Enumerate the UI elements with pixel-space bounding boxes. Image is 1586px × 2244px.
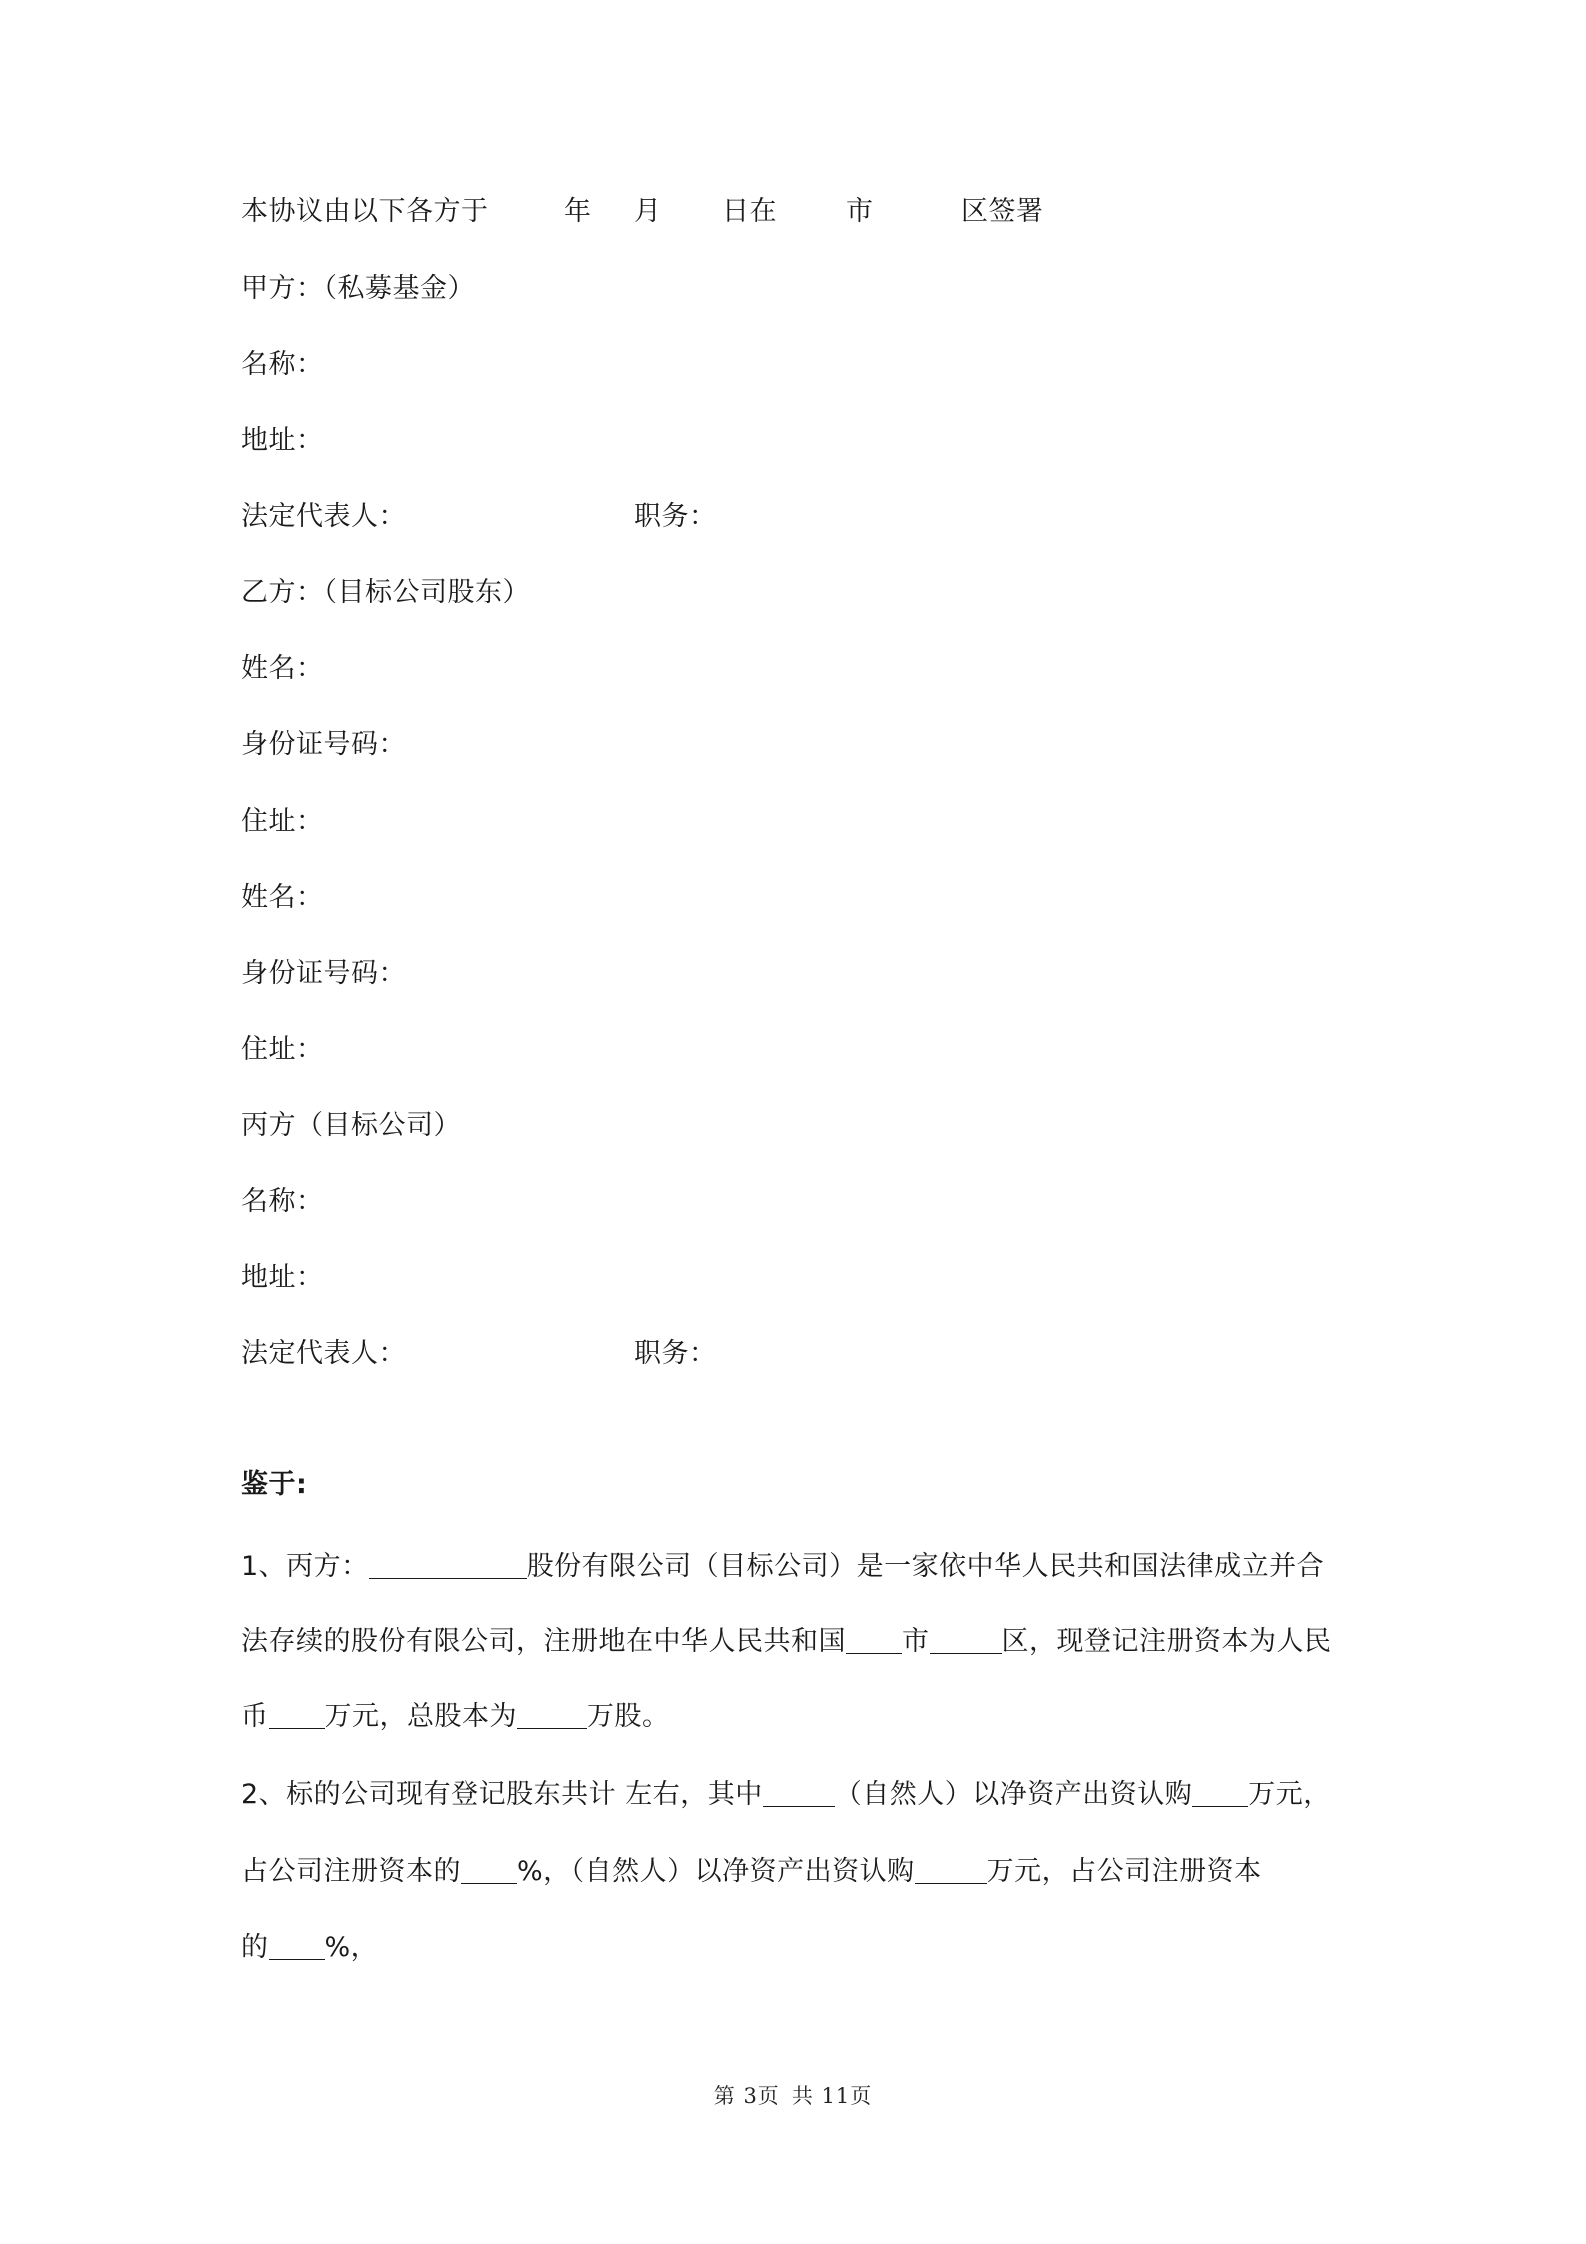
party-c-rep-label: 法定代表人： [241,1338,406,1369]
p1-part-b: 股份有限公司（目标公司）是一家依中华人民共和国法律成立并合 [526,1551,1325,1582]
party-a-rep-label: 法定代表人： [241,501,406,532]
p1-blank-shares [517,1700,587,1729]
party-c-title: 丙方（目标公司） [241,1110,461,1141]
p2-blank-percent2 [269,1931,325,1960]
p1-part-g: 万元，总股本为 [324,1701,517,1732]
party-c-position-label: 职务： [634,1338,717,1369]
party-b-person1-name-label: 姓名： [241,653,324,684]
party-a-name-label: 名称： [241,349,324,380]
party-b-person2-address-label: 住址： [241,1034,324,1065]
intro-day: 日在 [722,196,777,227]
p1-blank-city [846,1625,902,1654]
p2-blank-amount1 [1192,1778,1248,1807]
p2-part-c: 万元， [1248,1779,1331,1810]
p1-blank-district [930,1625,1002,1654]
p2-blank-percent1 [461,1855,517,1884]
party-a-address-label: 地址： [241,425,324,456]
party-b-person2-name-label: 姓名： [241,882,324,913]
intro-lead: 本协议由以下各方于 [241,196,489,227]
intro-year: 年 [564,196,592,227]
party-c-address-label: 地址： [241,1262,324,1293]
page-footer [0,2080,1586,2110]
p1-part-a: 1、丙方： [241,1551,369,1582]
p1-part-c: 法存续的股份有限公司，注册地在中华人民共和国 [241,1626,846,1657]
p2-blank-person1 [763,1778,835,1807]
party-a-position-label: 职务： [634,501,717,532]
party-a-title: 甲方：（私募基金） [241,273,475,304]
intro-city: 市 [846,196,874,227]
p1-part-h: 万股。 [587,1701,670,1732]
footer-total-pages: 共 11页 [791,2084,873,2108]
p1-part-f: 币 [241,1701,269,1732]
whereas-p1-line3 [241,1699,670,1735]
footer-page-number: 第 3页 [713,2084,780,2108]
p1-part-d: 市 [902,1626,930,1657]
p2-part-b: （自然人）以净资产出资认购 [834,1779,1193,1810]
party-b-title: 乙方：（目标公司股东） [241,577,530,608]
p2-part-h: %， [324,1932,379,1963]
whereas-heading: 鉴于: [241,1469,308,1500]
party-c-name-label: 名称： [241,1186,324,1217]
p2-blank-amount2 [915,1855,987,1884]
intro-district: 区签署 [961,196,1044,227]
party-b-person2-id-label: 身份证号码： [241,958,406,989]
whereas-p2-line3 [241,1930,378,1966]
p2-part-a: 2、标的公司现有登记股东共计 左右，其中 [241,1779,763,1810]
p1-blank-company [369,1550,527,1579]
p2-part-f: 万元，占公司注册资本 [986,1856,1262,1887]
whereas-p2-line2 [241,1854,1262,1890]
whereas-p1-line2 [241,1624,1332,1660]
p1-part-e: 区，现登记注册资本为人民 [1001,1626,1332,1657]
intro-month: 月 [634,196,662,227]
p2-part-e: %，（自然人）以净资产出资认购 [517,1856,915,1887]
p2-part-d: 占公司注册资本的 [241,1856,461,1887]
whereas-p1-line1 [241,1549,1324,1585]
p1-blank-capital [269,1700,325,1729]
party-b-person1-id-label: 身份证号码： [241,729,406,760]
whereas-p2-line1 [241,1777,1331,1813]
p2-part-g: 的 [241,1932,269,1963]
party-b-person1-address-label: 住址： [241,806,324,837]
